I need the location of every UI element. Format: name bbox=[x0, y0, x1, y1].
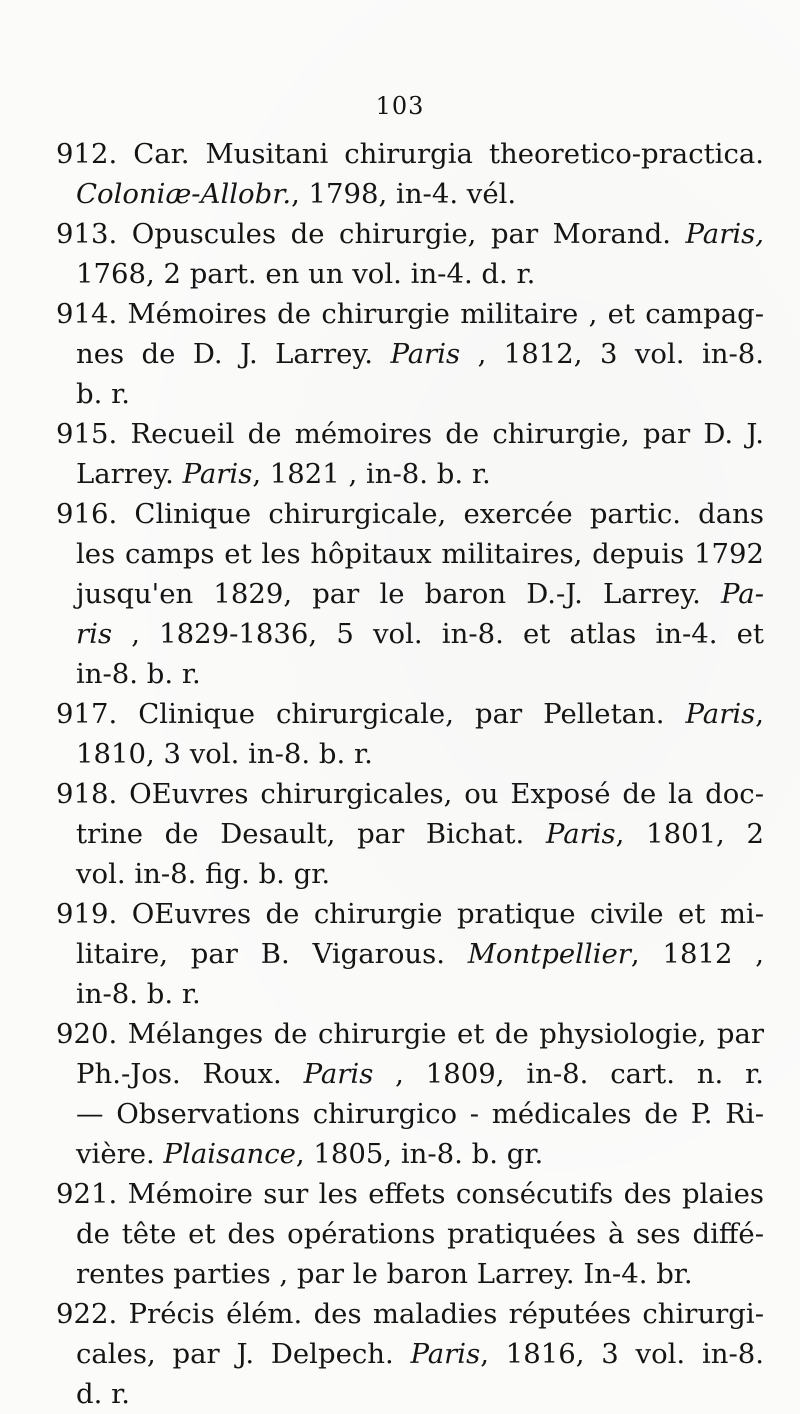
catalogue-entry bbox=[56, 494, 764, 694]
entry-first-line bbox=[56, 294, 764, 334]
catalogue-entry bbox=[56, 1014, 764, 1174]
entry-continuation-line bbox=[56, 254, 764, 294]
entry-text: les camps et les hôpitaux militaires, depuis 1792 bbox=[76, 538, 764, 570]
entry-continuation-line bbox=[56, 1334, 764, 1374]
entry-continuation-line bbox=[56, 1214, 764, 1254]
italic-text: Paris bbox=[390, 338, 461, 370]
entry-continuation-line bbox=[56, 534, 764, 574]
entry-first-line bbox=[56, 214, 764, 254]
entry-text: 913. Opuscules de chirurgie, par Morand. bbox=[56, 218, 686, 250]
entry-text: in-8. b. r. bbox=[76, 658, 201, 690]
entry-continuation-line bbox=[56, 374, 764, 414]
entry-continuation-line bbox=[56, 1094, 764, 1134]
catalogue-entry bbox=[56, 1294, 764, 1414]
entry-text: jusqu'en 1829, par le baron D.-J. Larrey. bbox=[76, 578, 722, 610]
catalogue-entries bbox=[56, 134, 764, 1414]
entry-text: 921. Mémoire sur les effets consécutifs des plaies bbox=[56, 1178, 764, 1210]
italic-text: Paris bbox=[685, 698, 756, 730]
italic-text: Paris bbox=[545, 818, 616, 850]
catalogue-entry bbox=[56, 694, 764, 774]
entry-first-line bbox=[56, 1014, 764, 1054]
entry-first-line bbox=[56, 1174, 764, 1214]
entry-text: , 1812, 3 vol. in-8. bbox=[460, 338, 764, 370]
page-number: 103 bbox=[375, 92, 425, 120]
entry-continuation-line bbox=[56, 1374, 764, 1414]
entry-text: 918. OEuvres chirurgicales, ou Exposé de la doc- bbox=[56, 778, 764, 810]
entry-text: 922. Précis élém. des maladies réputées chirurgi- bbox=[56, 1298, 764, 1330]
entry-text: nes de D. J. Larrey. bbox=[76, 338, 391, 370]
entry-continuation-line bbox=[56, 734, 764, 774]
entry-continuation-line bbox=[56, 334, 764, 374]
entry-text: rentes parties , par le baron Larrey. In-4. br. bbox=[76, 1258, 693, 1290]
italic-text: Montpellier bbox=[467, 938, 631, 970]
catalogue-entry bbox=[56, 134, 764, 214]
entry-text: , 1798, in-4. vél. bbox=[291, 178, 517, 210]
entry-first-line bbox=[56, 414, 764, 454]
entry-continuation-line bbox=[56, 174, 764, 214]
italic-text: Paris, bbox=[685, 218, 764, 250]
entry-text: vière. bbox=[76, 1138, 164, 1170]
entry-continuation-line bbox=[56, 454, 764, 494]
italic-text: Paris bbox=[303, 1058, 374, 1090]
entry-text: , 1805, in-8. b. gr. bbox=[295, 1138, 544, 1170]
entry-text: , 1829-1836, 5 vol. in-8. et atlas in-4. et bbox=[112, 618, 764, 650]
entry-text: , 1812 , bbox=[630, 938, 764, 970]
entry-text: b. r. bbox=[76, 378, 130, 410]
entry-continuation-line bbox=[56, 654, 764, 694]
italic-text: Paris bbox=[410, 1338, 481, 1370]
italic-text: ris bbox=[76, 618, 113, 650]
entry-text: 1810, 3 vol. in-8. b. r. bbox=[76, 738, 373, 770]
entry-text: , bbox=[755, 698, 764, 730]
italic-text: Plaisance bbox=[163, 1138, 296, 1170]
entry-first-line bbox=[56, 134, 764, 174]
entry-continuation-line bbox=[56, 574, 764, 614]
entry-continuation-line bbox=[56, 814, 764, 854]
entry-text: 914. Mémoires de chirurgie militaire , et campag- bbox=[56, 298, 764, 330]
entry-continuation-line bbox=[56, 1134, 764, 1174]
entry-text: cales, par J. Delpech. bbox=[76, 1338, 411, 1370]
entry-text: Ph.-Jos. Roux. bbox=[76, 1058, 304, 1090]
entry-continuation-line bbox=[56, 974, 764, 1014]
entry-text: d. r. bbox=[76, 1378, 130, 1410]
entry-text: , 1821 , in-8. b. r. bbox=[252, 458, 491, 490]
entry-first-line bbox=[56, 494, 764, 534]
entry-text: 915. Recueil de mémoires de chirurgie, par D. J. bbox=[56, 418, 764, 450]
catalogue-entry bbox=[56, 1174, 764, 1294]
entry-text: 920. Mélanges de chirurgie et de physiologie, par bbox=[56, 1018, 764, 1050]
catalogue-entry bbox=[56, 414, 764, 494]
entry-first-line bbox=[56, 774, 764, 814]
entry-text: 916. Clinique chirurgicale, exercée partic. dans bbox=[56, 498, 764, 530]
entry-continuation-line bbox=[56, 614, 764, 654]
catalogue-entry bbox=[56, 214, 764, 294]
entry-text: 1768, 2 part. en un vol. in-4. d. r. bbox=[76, 258, 536, 290]
entry-continuation-line bbox=[56, 854, 764, 894]
entry-first-line bbox=[56, 1294, 764, 1334]
entry-text: trine de Desault, par Bichat. bbox=[76, 818, 546, 850]
entry-first-line bbox=[56, 894, 764, 934]
catalogue-entry bbox=[56, 894, 764, 1014]
entry-text: — Observations chirurgico - médicales de P. Ri- bbox=[76, 1098, 764, 1130]
italic-text: Coloniæ-Allobr. bbox=[76, 178, 292, 210]
italic-text: Pa- bbox=[721, 578, 764, 610]
catalogue-entry bbox=[56, 294, 764, 414]
catalogue-entry bbox=[56, 774, 764, 894]
entry-text: 917. Clinique chirurgicale, par Pelletan. bbox=[56, 698, 686, 730]
entry-text: vol. in-8. fig. b. gr. bbox=[76, 858, 331, 890]
entry-continuation-line bbox=[56, 1054, 764, 1094]
entry-text: , 1801, 2 bbox=[615, 818, 764, 850]
entry-text: in-8. b. r. bbox=[76, 978, 201, 1010]
entry-text: 919. OEuvres de chirurgie pratique civile et mi- bbox=[56, 898, 764, 930]
entry-continuation-line bbox=[56, 934, 764, 974]
entry-text: litaire, par B. Vigarous. bbox=[76, 938, 468, 970]
entry-text: de tête et des opérations pratiquées à ses diffé- bbox=[76, 1218, 764, 1250]
entry-text: , 1816, 3 vol. in-8. bbox=[480, 1338, 764, 1370]
entry-first-line bbox=[56, 694, 764, 734]
entry-continuation-line bbox=[56, 1254, 764, 1294]
entry-text: 912. Car. Musitani chirurgia theoretico-practica. bbox=[56, 138, 764, 170]
entry-text: Larrey. bbox=[76, 458, 183, 490]
italic-text: Paris bbox=[182, 458, 253, 490]
entry-text: , 1809, in-8. cart. n. r. bbox=[373, 1058, 764, 1090]
